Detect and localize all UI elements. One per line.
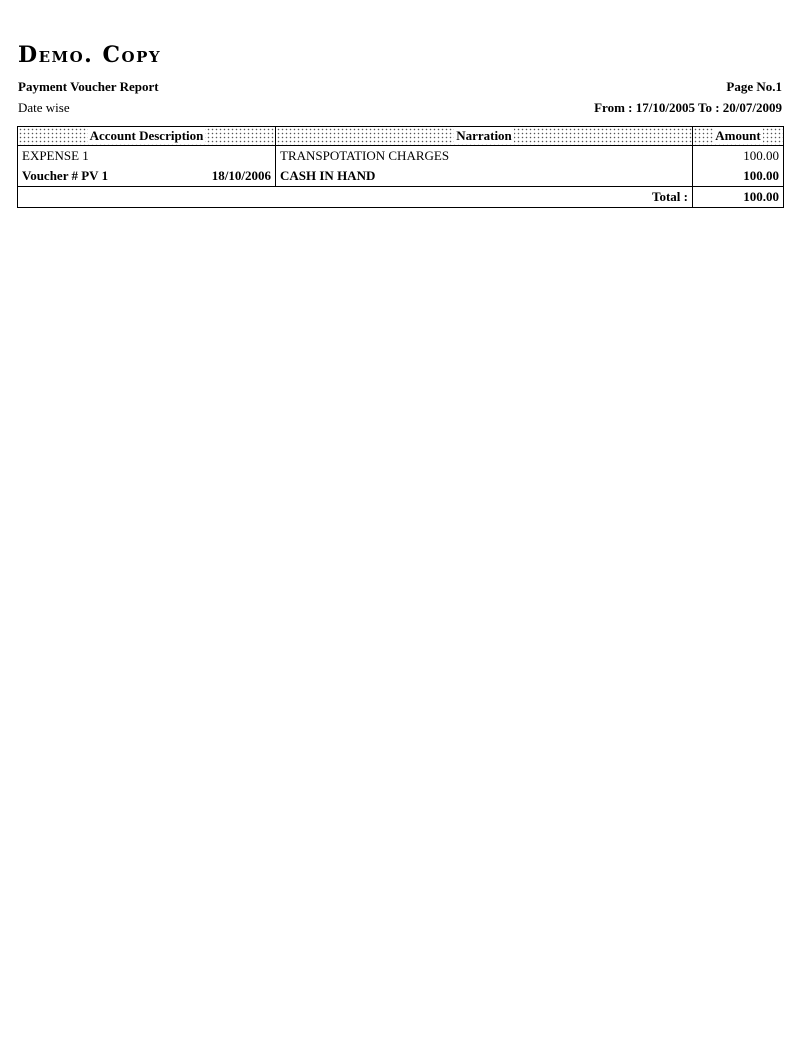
voucher-date: 18/10/2006 bbox=[211, 168, 271, 183]
narration-cell: TRANSPOTATION CHARGES bbox=[276, 146, 693, 167]
report-title: Payment Voucher Report bbox=[18, 79, 159, 94]
demo-copy-watermark: Demo. Copy bbox=[18, 42, 162, 68]
voucher-cell bbox=[18, 166, 276, 187]
table-row bbox=[18, 146, 784, 167]
amount-cell: 100.00 bbox=[693, 146, 784, 167]
voucher-amount-cell: 100.00 bbox=[693, 166, 784, 187]
voucher-number: Voucher # PV 1 bbox=[22, 168, 109, 183]
account-cell: EXPENSE 1 bbox=[18, 146, 276, 167]
date-range: From : 17/10/2005 To : 20/07/2009 bbox=[594, 100, 782, 115]
column-header-amount: Amount bbox=[693, 127, 784, 146]
page-number: Page No.1 bbox=[726, 79, 782, 94]
report-subtitle: Date wise bbox=[18, 100, 70, 115]
table-header-row bbox=[18, 127, 784, 146]
voucher-narration-cell: CASH IN HAND bbox=[276, 166, 693, 187]
column-header-narration: Narration bbox=[276, 127, 693, 146]
total-label: Total : bbox=[18, 187, 693, 208]
column-header-account-description: Account Description bbox=[18, 127, 276, 146]
total-amount: 100.00 bbox=[693, 187, 784, 208]
total-row bbox=[18, 187, 784, 208]
voucher-row bbox=[18, 166, 784, 187]
voucher-table bbox=[17, 126, 784, 208]
